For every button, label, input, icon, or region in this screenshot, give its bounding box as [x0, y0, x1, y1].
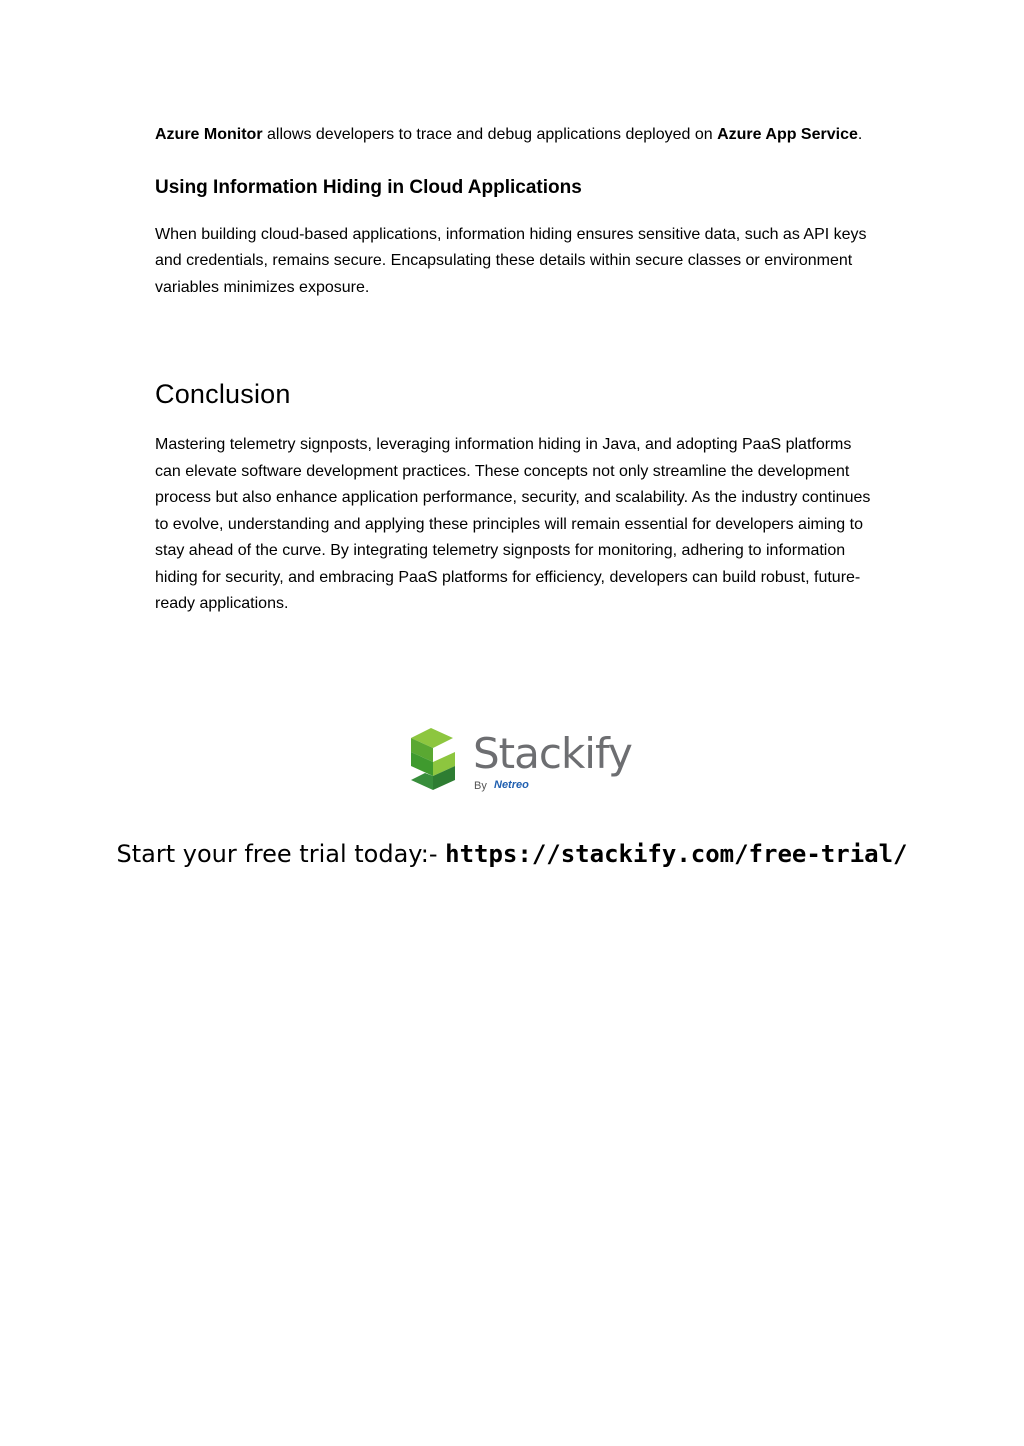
azure-monitor-term: Azure Monitor [155, 126, 263, 143]
section-subheading: Using Information Hiding in Cloud Applications [155, 176, 582, 198]
cloud-paragraph: When building cloud-based applications, information hiding ensures sensitive data, such as API keys and credentials, remains secure. Encapsulating these details within secure classes or environment variables minimizes exposure. [155, 225, 867, 296]
free-trial-cta [0, 838, 1024, 870]
intro-end: . [857, 126, 863, 143]
logo-wordmark: Stackify [473, 729, 632, 778]
document-body [155, 122, 875, 618]
conclusion-heading: Conclusion [155, 379, 291, 409]
azure-app-service-term: Azure App Service [717, 126, 858, 143]
logo-by-text: By [474, 780, 487, 792]
intro-text: allows developers to trace and debug applications deployed on [262, 126, 718, 143]
stackify-logo [405, 726, 632, 798]
stackify-s-logo-icon [407, 728, 463, 794]
logo-netreo-text: Netreo [494, 779, 529, 791]
free-trial-link[interactable]: https://stackify.com/free-trial/ [445, 840, 908, 868]
cta-text: Start your free trial today:- [116, 840, 446, 868]
conclusion-paragraph: Mastering telemetry signposts, leveraging information hiding in Java, and adopting PaaS platforms can elevate software development practices. These concepts not only streamline the development process but also enhance application performance, security, and scalability. As the industry continues to evolve, understanding and applying these principles will remain essential for developers aiming to stay ahead of the curve. By integrating telemetry signposts for monitoring, adhering to information hiding for security, and embracing PaaS platforms for efficiency, developers can build robust, future-ready applications. [155, 436, 871, 612]
intro-paragraph [155, 122, 875, 149]
